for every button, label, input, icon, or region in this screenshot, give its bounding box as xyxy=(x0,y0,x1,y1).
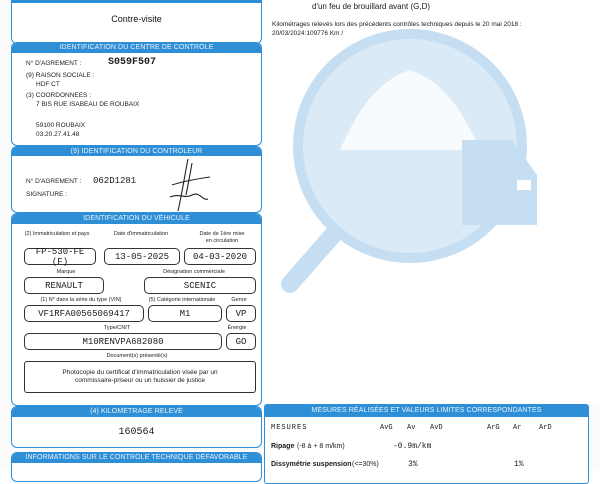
dissym-label: Dissymétrie suspension xyxy=(271,461,352,468)
centre-agrement-value: S059F507 xyxy=(108,57,157,68)
result-panel-header xyxy=(12,0,261,3)
dissym-av-value: 3% xyxy=(408,460,418,469)
controleur-header: (9) IDENTIFICATION DU CONTRÔLEUR xyxy=(12,147,261,156)
designation-value: SCENIC xyxy=(144,277,256,294)
immat-value: FP-530-FE (F) xyxy=(24,248,96,265)
genre-caption: Genre xyxy=(231,297,247,303)
energie-value: GO xyxy=(226,333,256,350)
result-value: Contre-visite xyxy=(111,14,162,24)
col-arg: ArG xyxy=(487,424,500,432)
col-ard: ArD xyxy=(539,424,552,432)
signature-label: SIGNATURE : xyxy=(26,191,68,198)
controleur-agrement-value: 062D1281 xyxy=(93,176,137,186)
energie-caption: Énergie xyxy=(227,325,247,331)
raison-sociale-value: HDF CT xyxy=(36,81,60,88)
phone: 03.20.27.41.48 xyxy=(36,131,80,138)
ripage-value: -0.9m/km xyxy=(393,442,432,451)
raison-sociale-label: (9) RAISON SOCIALE : xyxy=(26,72,95,79)
centre-panel xyxy=(11,42,262,146)
vin-caption: (1) N° dans la série du type (VIN) xyxy=(40,297,122,303)
type-caption: Type/CNIT xyxy=(103,325,131,331)
categorie-caption: (5) Catégorie internationale xyxy=(148,297,216,303)
dissym-range: (<=30%) xyxy=(352,461,379,468)
informations-panel xyxy=(11,452,262,482)
right-content-area xyxy=(262,0,600,404)
ripage-range: (-8 à + 8 m/km) xyxy=(297,443,345,450)
informations-header: INFORMATIONS SUR LE CONTRÔLE TECHNIQUE DÉFAVORABLE xyxy=(12,453,261,463)
documents-line-1: Photocopie du certificat d'immatriculation visée par un xyxy=(62,369,218,376)
date-immat-value: 13-05-2025 xyxy=(104,248,180,265)
right-line-2: Kilométrages relevés lors des précédents contrôles techniques depuis le 20 mai 2018 : xyxy=(272,21,522,28)
mesures-header: MESURES RÉALISÉES ET VALEURS LIMITES CORRESPONDANTES xyxy=(265,405,588,417)
kilometrage-header: (4) KILOMÉTRAGE RELEVÉ xyxy=(12,407,261,417)
right-line-1: d'un feu de brouillard avant (G,D) xyxy=(312,2,431,11)
col-avd: AvD xyxy=(430,424,443,432)
controleur-panel xyxy=(11,146,262,213)
designation-caption: Désignation commerciale xyxy=(163,269,225,275)
vehicule-panel xyxy=(11,213,262,406)
centre-agrement-label: N° D'AGREMENT : xyxy=(26,60,82,67)
kilometrage-panel xyxy=(11,406,262,448)
categorie-value: M1 xyxy=(148,305,222,322)
date-first-caption: Date de 1ère mise en circulation xyxy=(199,231,245,244)
dissym-ar-value: 1% xyxy=(514,460,524,469)
immat-caption: (2) Immatriculation et pays xyxy=(24,231,90,237)
marque-value: RENAULT xyxy=(24,277,104,294)
documents-line-2: commissaire-priseur ou un huissier de justice xyxy=(74,377,206,384)
documents-caption: Document(s) présenté(s) xyxy=(106,353,168,359)
date-first-value: 04-03-2020 xyxy=(184,248,256,265)
col-avg: AvG xyxy=(380,424,393,432)
mesures-panel xyxy=(264,404,589,484)
col-av: Av xyxy=(407,424,416,432)
address-line-2: 59100 ROUBAIX xyxy=(36,122,86,129)
col-ar: Ar xyxy=(513,424,522,432)
documents-box xyxy=(24,361,256,393)
ripage-label: Ripage xyxy=(271,443,295,450)
genre-value: VP xyxy=(226,305,256,322)
type-value: M10RENVPA682080 xyxy=(24,333,222,350)
address-line-1: 7 BIS RUE ISABEAU DE ROUBAIX xyxy=(36,101,140,108)
right-line-3: 20/03/2024:109776 Km / xyxy=(272,30,344,37)
watermark-magnifier-logo xyxy=(262,0,600,404)
vin-value: VF1RFA00565069417 xyxy=(24,305,144,322)
col-mesures: MESURES xyxy=(271,424,308,432)
result-panel xyxy=(11,0,262,44)
vehicule-header: IDENTIFICATION DU VÉHICULE xyxy=(12,214,261,224)
date-immat-caption: Date d'immatriculation xyxy=(113,231,169,237)
controleur-agrement-label: N° D'AGREMENT : xyxy=(26,178,82,185)
kilometrage-value: 160564 xyxy=(118,427,155,438)
marque-caption: Marque xyxy=(56,269,76,275)
centre-header: IDENTIFICATION DU CENTRE DE CONTRÔLE xyxy=(12,43,261,53)
controleur-signature xyxy=(152,155,222,213)
coordonnees-label: (3) COORDONNEES : xyxy=(26,92,92,99)
